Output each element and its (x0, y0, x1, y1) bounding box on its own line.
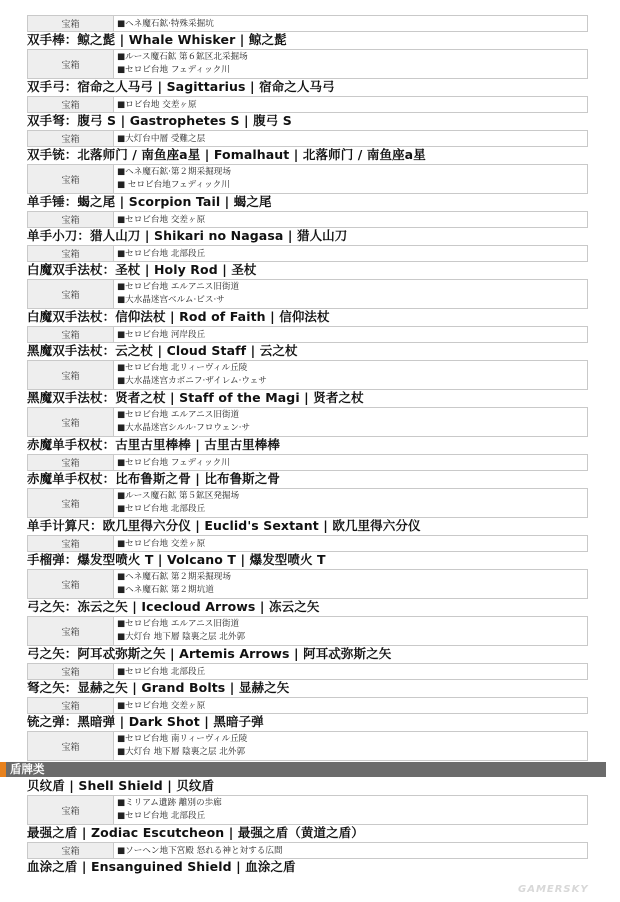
source-box (27, 535, 588, 552)
source-location: ■セロビ台地 河岸段丘 (117, 330, 206, 340)
item-title: 弓之矢：冻云之矢 | Icecloud Arrows | 冻云之矢 (27, 599, 320, 614)
item-title: 双手弓：宿命之人马弓 | Sagittarius | 宿命之人马弓 (27, 79, 335, 94)
source-box (27, 488, 588, 518)
source-location: ■セロビ台地 エルアニス旧街道 (117, 410, 240, 420)
source-label: 宝箱 (28, 664, 114, 679)
item-title: 铳之弹：黑暗弹 | Dark Shot | 黑暗子弹 (27, 714, 264, 729)
source-label: 宝箱 (28, 16, 114, 31)
source-box (27, 842, 588, 859)
source-label: 宝箱 (28, 246, 114, 261)
source-label: 宝箱 (28, 796, 114, 824)
source-box (27, 616, 588, 646)
section-accent-bar (0, 762, 6, 777)
source-location: ■ミリアム遺跡 離別の歩廊 (117, 798, 222, 808)
source-label: 宝箱 (28, 327, 114, 342)
source-box (27, 454, 588, 471)
source-label: 宝箱 (28, 617, 114, 645)
source-location: ■セロビ台地 北部段丘 (117, 504, 206, 514)
source-box (27, 15, 588, 32)
source-box (27, 663, 588, 680)
source-location: ■セロビ台地 北リィーヴィル丘陵 (117, 363, 248, 373)
source-label: 宝箱 (28, 536, 114, 551)
item-title: 白魔双手法杖：圣杖 | Holy Rod | 圣杖 (27, 262, 257, 277)
source-location: ■セロビ台地 北部段丘 (117, 811, 206, 821)
source-label: 宝箱 (28, 732, 114, 760)
source-box (27, 279, 588, 309)
item-title: 弩之矢：显赫之矢 | Grand Bolts | 显赫之矢 (27, 680, 290, 695)
item-title: 最强之盾 | Zodiac Escutcheon | 最强之盾（黄道之盾） (27, 825, 364, 840)
item-title: 血涂之盾 | Ensanguined Shield | 血涂之盾 (27, 859, 296, 874)
item-title: 黑魔双手法杖：贤者之杖 | Staff of the Magi | 贤者之杖 (27, 390, 364, 405)
source-label: 宝箱 (28, 280, 114, 308)
source-label: 宝箱 (28, 131, 114, 146)
source-location: ■セロビ台地 交差ヶ原 (117, 215, 206, 225)
source-label: 宝箱 (28, 489, 114, 517)
item-title: 手榴弹：爆发型喷火 T | Volcano T | 爆发型喷火 T (27, 552, 326, 567)
source-label: 宝箱 (28, 361, 114, 389)
source-label: 宝箱 (28, 212, 114, 227)
source-location: ■ヘネ魔石鉱 第２期坑道 (117, 585, 214, 595)
item-title: 单手小刀：猎人山刀 | Shikari no Nagasa | 猎人山刀 (27, 228, 348, 243)
source-box (27, 96, 588, 113)
source-label: 宝箱 (28, 97, 114, 112)
source-box (27, 697, 588, 714)
source-location: ■セロビ台地 交差ヶ原 (117, 701, 206, 711)
source-location: ■大水晶迷宫ベルム·ビス·サ (117, 295, 225, 305)
item-title: 双手弩：腹弓 S | Gastrophetes S | 腹弓 S (27, 113, 292, 128)
item-title: 赤魔单手权杖：古里古里棒棒 | 古里古里棒棒 (27, 437, 280, 452)
source-label: 宝箱 (28, 165, 114, 193)
source-location: ■大灯台中層 受難之层 (117, 134, 206, 144)
source-location: ■大灯台 地下層 陰裏之层 北外郭 (117, 632, 246, 642)
source-location: ■ソーヘン地下宮殿 怒れる神と対する広間 (117, 846, 283, 856)
source-label: 宝箱 (28, 408, 114, 436)
source-location: ■セロビ台地 北部段丘 (117, 667, 206, 677)
item-title: 弓之矢：阿耳忒弥斯之矢 | Artemis Arrows | 阿耳忒弥斯之矢 (27, 646, 392, 661)
source-box (27, 211, 588, 228)
item-title: 单手计算尺：欧几里得六分仪 | Euclid's Sextant | 欧几里得六分仪 (27, 518, 421, 533)
source-label: 宝箱 (28, 570, 114, 598)
watermark: GAMERSKY (518, 884, 589, 895)
item-title: 黑魔双手法杖：云之杖 | Cloud Staff | 云之杖 (27, 343, 298, 358)
source-label: 宝箱 (28, 455, 114, 470)
source-location: ■ヘネ魔石鉱·特殊采掘坑 (117, 19, 214, 29)
source-location: ■ロビ台地 交差ヶ原 (117, 100, 197, 110)
source-location: ■セロビ台地 フェディック川 (117, 458, 230, 468)
source-location: ■ルース魔石鉱 第５鉱区発掘场 (117, 491, 240, 501)
source-location: ■ セロビ台地フェディック川 (117, 180, 230, 190)
item-title: 白魔双手法杖：信仰法杖 | Rod of Faith | 信仰法杖 (27, 309, 330, 324)
source-box (27, 130, 588, 147)
item-title: 贝纹盾 | Shell Shield | 贝纹盾 (27, 778, 215, 793)
source-box (27, 569, 588, 599)
source-location: ■大灯台 地下層 陰裏之层 北外郭 (117, 747, 246, 757)
source-box (27, 407, 588, 437)
source-label: 宝箱 (28, 50, 114, 78)
source-location: ■セロビ台地 フェディック川 (117, 65, 230, 75)
source-box (27, 245, 588, 262)
source-location: ■ヘネ魔石鉱·第２期采掘现场 (117, 167, 231, 177)
source-box (27, 795, 588, 825)
item-title: 赤魔单手权杖：比布鲁斯之骨 | 比布鲁斯之骨 (27, 471, 280, 486)
source-location: ■ヘネ魔石鉱 第２期采掘现场 (117, 572, 231, 582)
source-location: ■セロビ台地 南リィーヴィル丘陵 (117, 734, 248, 744)
source-box (27, 326, 588, 343)
source-location: ■セロビ台地 エルアニス旧街道 (117, 619, 240, 629)
section-title: 盾牌类 (10, 762, 45, 776)
source-box (27, 164, 588, 194)
item-title: 双手铳：北落师门 / 南鱼座a星 | Fomalhaut | 北落师门 / 南鱼座a星 (27, 147, 426, 162)
source-location: ■セロビ台地 エルアニス旧街道 (117, 282, 240, 292)
source-location: ■セロビ台地 交差ヶ原 (117, 539, 206, 549)
source-box (27, 49, 588, 79)
source-location: ■大水晶迷宫カボニフ·ザイレム·ウェサ (117, 376, 267, 386)
item-title: 单手锤：蝎之尾 | Scorpion Tail | 蝎之尾 (27, 194, 272, 209)
source-location: ■大水晶迷宫シルル·フロウェン·サ (117, 423, 251, 433)
item-title: 双手棒：鲸之髭 | Whale Whisker | 鲸之髭 (27, 32, 287, 47)
source-box (27, 360, 588, 390)
source-box (27, 731, 588, 761)
source-label: 宝箱 (28, 843, 114, 858)
source-label: 宝箱 (28, 698, 114, 713)
section-header (0, 762, 606, 777)
source-location: ■セロビ台地 北部段丘 (117, 249, 206, 259)
source-location: ■ルース魔石鉱 第６鉱区北采掘场 (117, 52, 248, 62)
